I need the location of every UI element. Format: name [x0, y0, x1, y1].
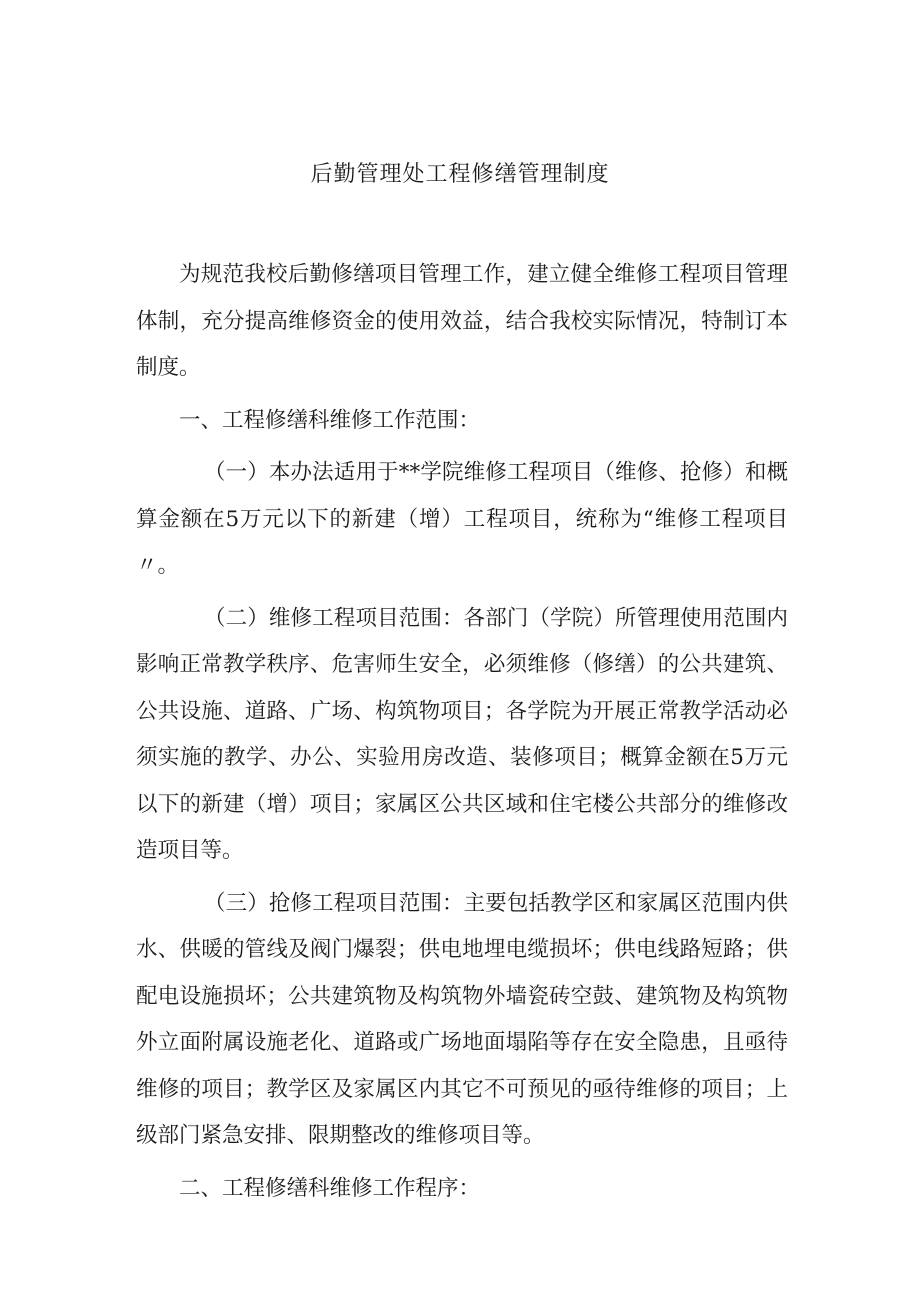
clause-1-2: （二）维修工程项目范围：各部门（学院）所管理使用范围内影响正常教学秩序、危害师生安全，必须维修（修缮）的公共建筑、公共设施、道路、广场、构筑物项目；各学院为开展正常教学活动必须实施的教学、办公、实验用房改造、装修项目；概算金额在5万元以下的新建（增）项目；家属区公共区域和住宅楼公共部分的维修改造项目等。 [136, 605, 788, 863]
clause-1-1: （一）本办法适用于**学院维修工程项目（维修、抢修）和概算金额在5万元以下的新建（增）工程项目，统称为“维修工程项目〃。 [136, 460, 788, 578]
document-body [136, 252, 788, 1218]
section-heading-2: 二、工程修缮科维修工作程序： [179, 1175, 481, 1201]
document-title: 后勤管理处工程修缮管理制度 [310, 162, 610, 187]
paragraph-intro: 为规范我校后勤修缮项目管理工作，建立健全维修工程项目管理体制，充分提高维修资金的使用效益，结合我校实际情况，特制订本制度。 [136, 262, 788, 380]
clause-1-3: （三）抢修工程项目范围：主要包括教学区和家属区范围内供水、供暖的管线及阀门爆裂；供电地埋电缆损坏；供电线路短路；供配电设施损坏；公共建筑物及构筑物外墙瓷砖空鼓、建筑物及构筑物外立面附属设施老化、道路或广场地面塌陷等存在安全隐患，且亟待维修的项目；教学区及家属区内其它不可预见的亟待维修的项目；上级部门紧急安排、限期整改的维修项目等。 [136, 890, 788, 1148]
section-heading-1: 一、工程修缮科维修工作范围： [179, 407, 481, 433]
